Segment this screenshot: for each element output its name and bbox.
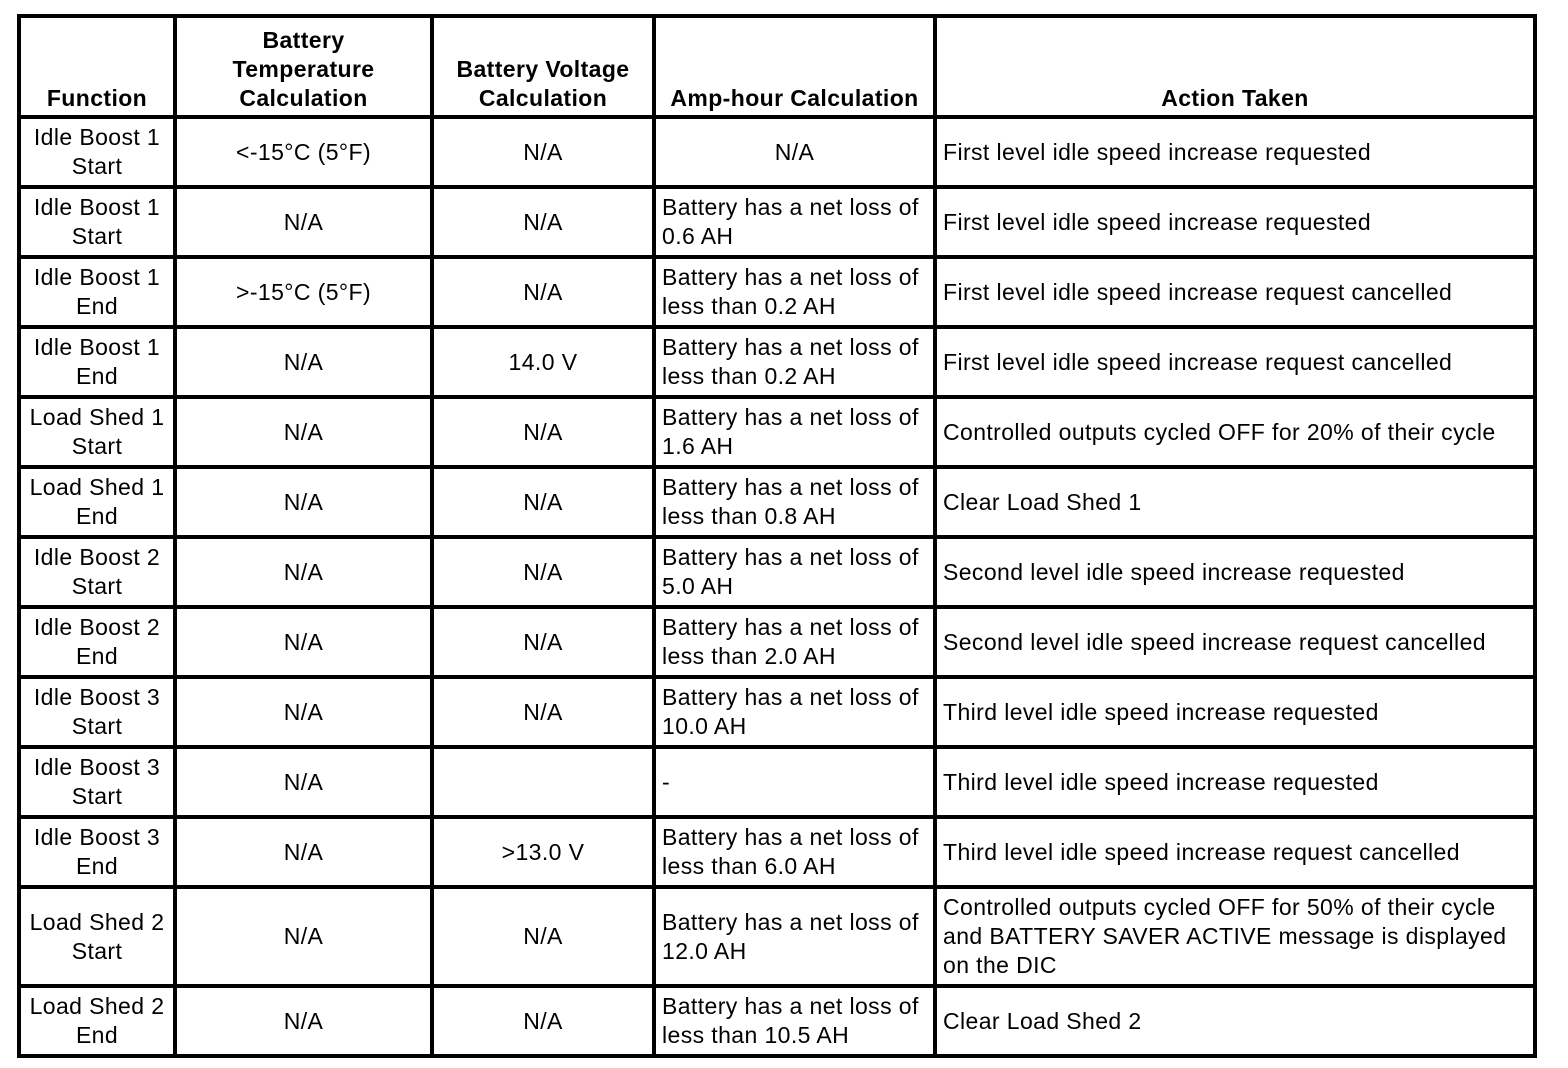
table-row: [19, 817, 1535, 887]
header-battery-temperature: Battery Temperature Calculation: [175, 16, 432, 117]
function-cell: Idle Boost 2 Start: [19, 537, 175, 607]
amp-hour-cell: Battery has a net loss of 1.6 AH: [654, 397, 935, 467]
function-cell: Idle Boost 1 Start: [19, 187, 175, 257]
header-amp-hour: Amp-hour Calculation: [654, 16, 935, 117]
temperature-cell: N/A: [175, 607, 432, 677]
header-function: Function: [19, 16, 175, 117]
function-cell: Idle Boost 1 Start: [19, 117, 175, 187]
voltage-cell: N/A: [432, 887, 654, 986]
table-row: [19, 117, 1535, 187]
battery-management-table: [17, 14, 1537, 1058]
action-cell: First level idle speed increase request cancelled: [935, 257, 1535, 327]
voltage-cell: N/A: [432, 537, 654, 607]
voltage-cell: N/A: [432, 607, 654, 677]
voltage-cell: N/A: [432, 257, 654, 327]
function-cell: Idle Boost 1 End: [19, 257, 175, 327]
action-cell: Second level idle speed increase requested: [935, 537, 1535, 607]
temperature-cell: >-15°C (5°F): [175, 257, 432, 327]
action-cell: First level idle speed increase requested: [935, 117, 1535, 187]
action-cell: Controlled outputs cycled OFF for 50% of their cycle and BATTERY SAVER ACTIVE message is displayed on the DIC: [935, 887, 1535, 986]
amp-hour-cell: Battery has a net loss of less than 10.5 AH: [654, 986, 935, 1056]
action-cell: First level idle speed increase request cancelled: [935, 327, 1535, 397]
temperature-cell: N/A: [175, 187, 432, 257]
temperature-cell: N/A: [175, 397, 432, 467]
amp-hour-cell: Battery has a net loss of 0.6 AH: [654, 187, 935, 257]
action-cell: Clear Load Shed 2: [935, 986, 1535, 1056]
table-row: [19, 397, 1535, 467]
table-row: [19, 607, 1535, 677]
voltage-cell: N/A: [432, 677, 654, 747]
table-row: [19, 327, 1535, 397]
temperature-cell: N/A: [175, 677, 432, 747]
voltage-cell: N/A: [432, 117, 654, 187]
voltage-cell: 14.0 V: [432, 327, 654, 397]
table-row: [19, 187, 1535, 257]
table-row: [19, 467, 1535, 537]
function-cell: Idle Boost 3 End: [19, 817, 175, 887]
action-cell: Second level idle speed increase request cancelled: [935, 607, 1535, 677]
voltage-cell: N/A: [432, 467, 654, 537]
temperature-cell: N/A: [175, 467, 432, 537]
function-cell: Idle Boost 3 Start: [19, 677, 175, 747]
amp-hour-cell: Battery has a net loss of less than 0.8 AH: [654, 467, 935, 537]
amp-hour-cell: Battery has a net loss of 12.0 AH: [654, 887, 935, 986]
temperature-cell: N/A: [175, 986, 432, 1056]
voltage-cell: >13.0 V: [432, 817, 654, 887]
action-cell: Third level idle speed increase requested: [935, 747, 1535, 817]
table-row: [19, 677, 1535, 747]
action-cell: First level idle speed increase requested: [935, 187, 1535, 257]
header-action-taken: Action Taken: [935, 16, 1535, 117]
header-battery-voltage: Battery Voltage Calculation: [432, 16, 654, 117]
function-cell: Load Shed 1 End: [19, 467, 175, 537]
amp-hour-cell: Battery has a net loss of 10.0 AH: [654, 677, 935, 747]
action-cell: Third level idle speed increase requested: [935, 677, 1535, 747]
temperature-cell: <-15°C (5°F): [175, 117, 432, 187]
amp-hour-cell: Battery has a net loss of less than 0.2 AH: [654, 257, 935, 327]
table-row: [19, 257, 1535, 327]
amp-hour-cell: -: [654, 747, 935, 817]
temperature-cell: N/A: [175, 327, 432, 397]
function-cell: Idle Boost 2 End: [19, 607, 175, 677]
voltage-cell: N/A: [432, 187, 654, 257]
header-row: [19, 16, 1535, 117]
action-cell: Clear Load Shed 1: [935, 467, 1535, 537]
function-cell: Load Shed 2 Start: [19, 887, 175, 986]
temperature-cell: N/A: [175, 817, 432, 887]
temperature-cell: N/A: [175, 887, 432, 986]
amp-hour-cell: Battery has a net loss of less than 6.0 AH: [654, 817, 935, 887]
table-row: [19, 986, 1535, 1056]
function-cell: Load Shed 1 Start: [19, 397, 175, 467]
function-cell: Idle Boost 3 Start: [19, 747, 175, 817]
function-cell: Idle Boost 1 End: [19, 327, 175, 397]
amp-hour-cell: Battery has a net loss of less than 0.2 AH: [654, 327, 935, 397]
action-cell: Third level idle speed increase request cancelled: [935, 817, 1535, 887]
table-row: [19, 537, 1535, 607]
amp-hour-cell: Battery has a net loss of 5.0 AH: [654, 537, 935, 607]
amp-hour-cell: Battery has a net loss of less than 2.0 AH: [654, 607, 935, 677]
voltage-cell: [432, 747, 654, 817]
table-row: [19, 747, 1535, 817]
function-cell: Load Shed 2 End: [19, 986, 175, 1056]
table-row: [19, 887, 1535, 986]
voltage-cell: N/A: [432, 397, 654, 467]
voltage-cell: N/A: [432, 986, 654, 1056]
temperature-cell: N/A: [175, 747, 432, 817]
temperature-cell: N/A: [175, 537, 432, 607]
amp-hour-cell: N/A: [654, 117, 935, 187]
action-cell: Controlled outputs cycled OFF for 20% of their cycle: [935, 397, 1535, 467]
